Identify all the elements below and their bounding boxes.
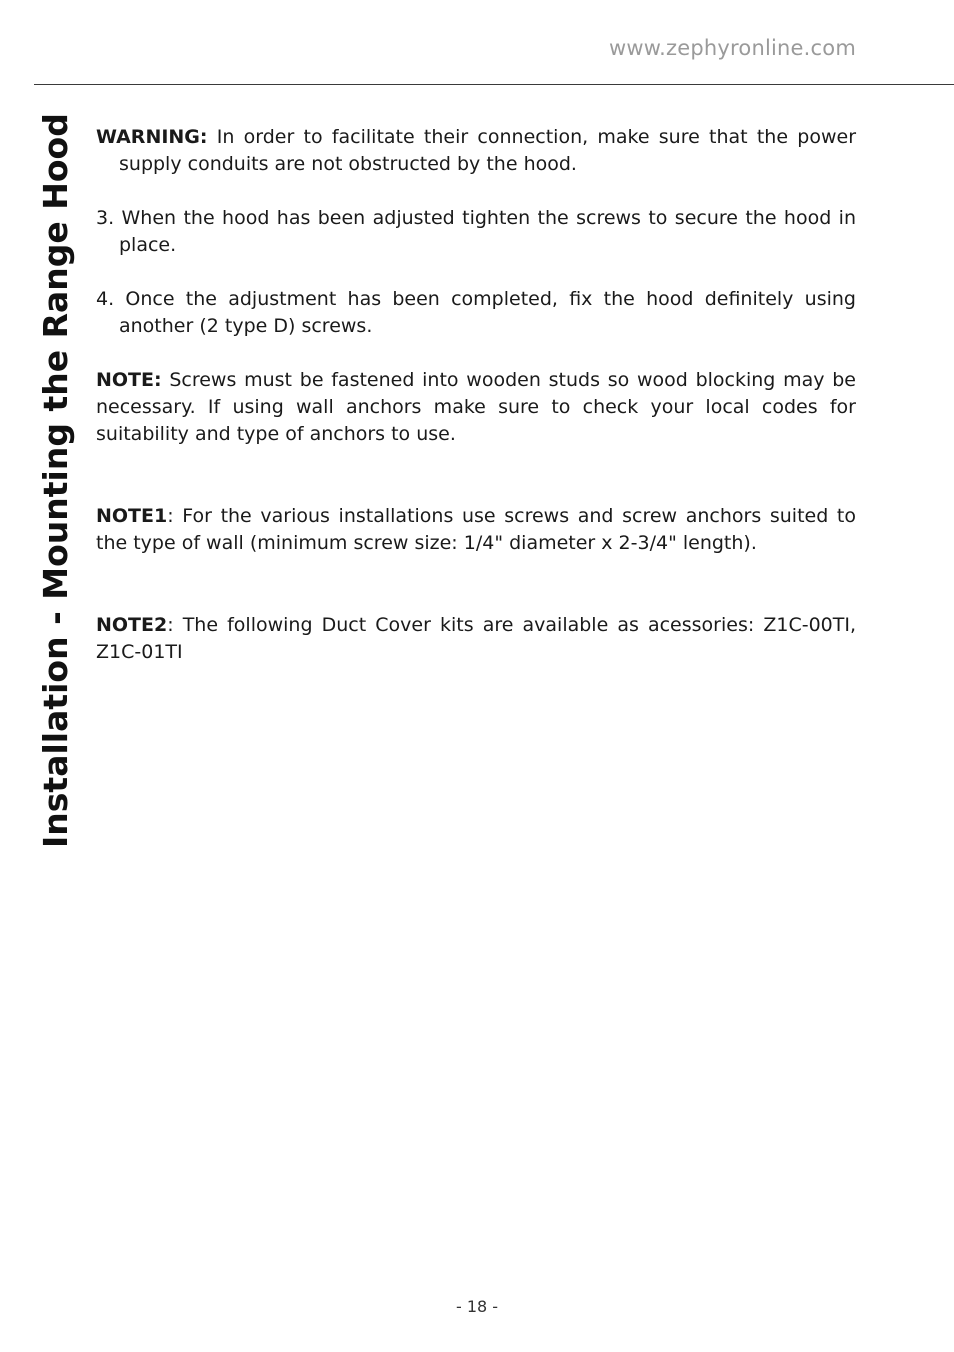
side-title-container (36, 113, 76, 848)
note1-paragraph (96, 503, 856, 557)
note1-label: NOTE1 (96, 505, 168, 527)
step-3-paragraph: 3. When the hood has been adjusted tighten the screws to secure the hood in place. (96, 207, 856, 256)
note-label: NOTE: (96, 369, 162, 391)
header-divider (34, 84, 954, 85)
section-title: Installation - Mounting the Range Hood (36, 113, 75, 848)
warning-label: WARNING: (96, 126, 208, 148)
note-paragraph (96, 367, 856, 448)
note2-paragraph (96, 612, 856, 666)
warning-text: In order to facilitate their connection, make sure that the power supply conduits are not obstructed by the hood. (119, 126, 856, 175)
note2-label: NOTE2 (96, 614, 168, 636)
warning-paragraph (96, 124, 856, 178)
note2-text: : The following Duct Cover kits are available as acessories: Z1C-00TI, Z1C-01TI (96, 614, 856, 663)
note1-text: : For the various installations use screws and screw anchors suited to the type of wall (minimum screw size: 1/4" diameter x 2-3/4" length). (96, 505, 856, 554)
note-text: Screws must be fastened into wooden studs so wood blocking may be necessary. If using wall anchors make sure to check your local codes for suitability and type of anchors to use. (96, 369, 856, 445)
page-number: - 18 - (455, 1297, 499, 1316)
site-url: www.zephyronline.com (608, 36, 856, 60)
step-4-paragraph: 4. Once the adjustment has been completed, fix the hood definitely using another (2 type D) screws. (96, 288, 856, 337)
page-content (96, 124, 856, 666)
